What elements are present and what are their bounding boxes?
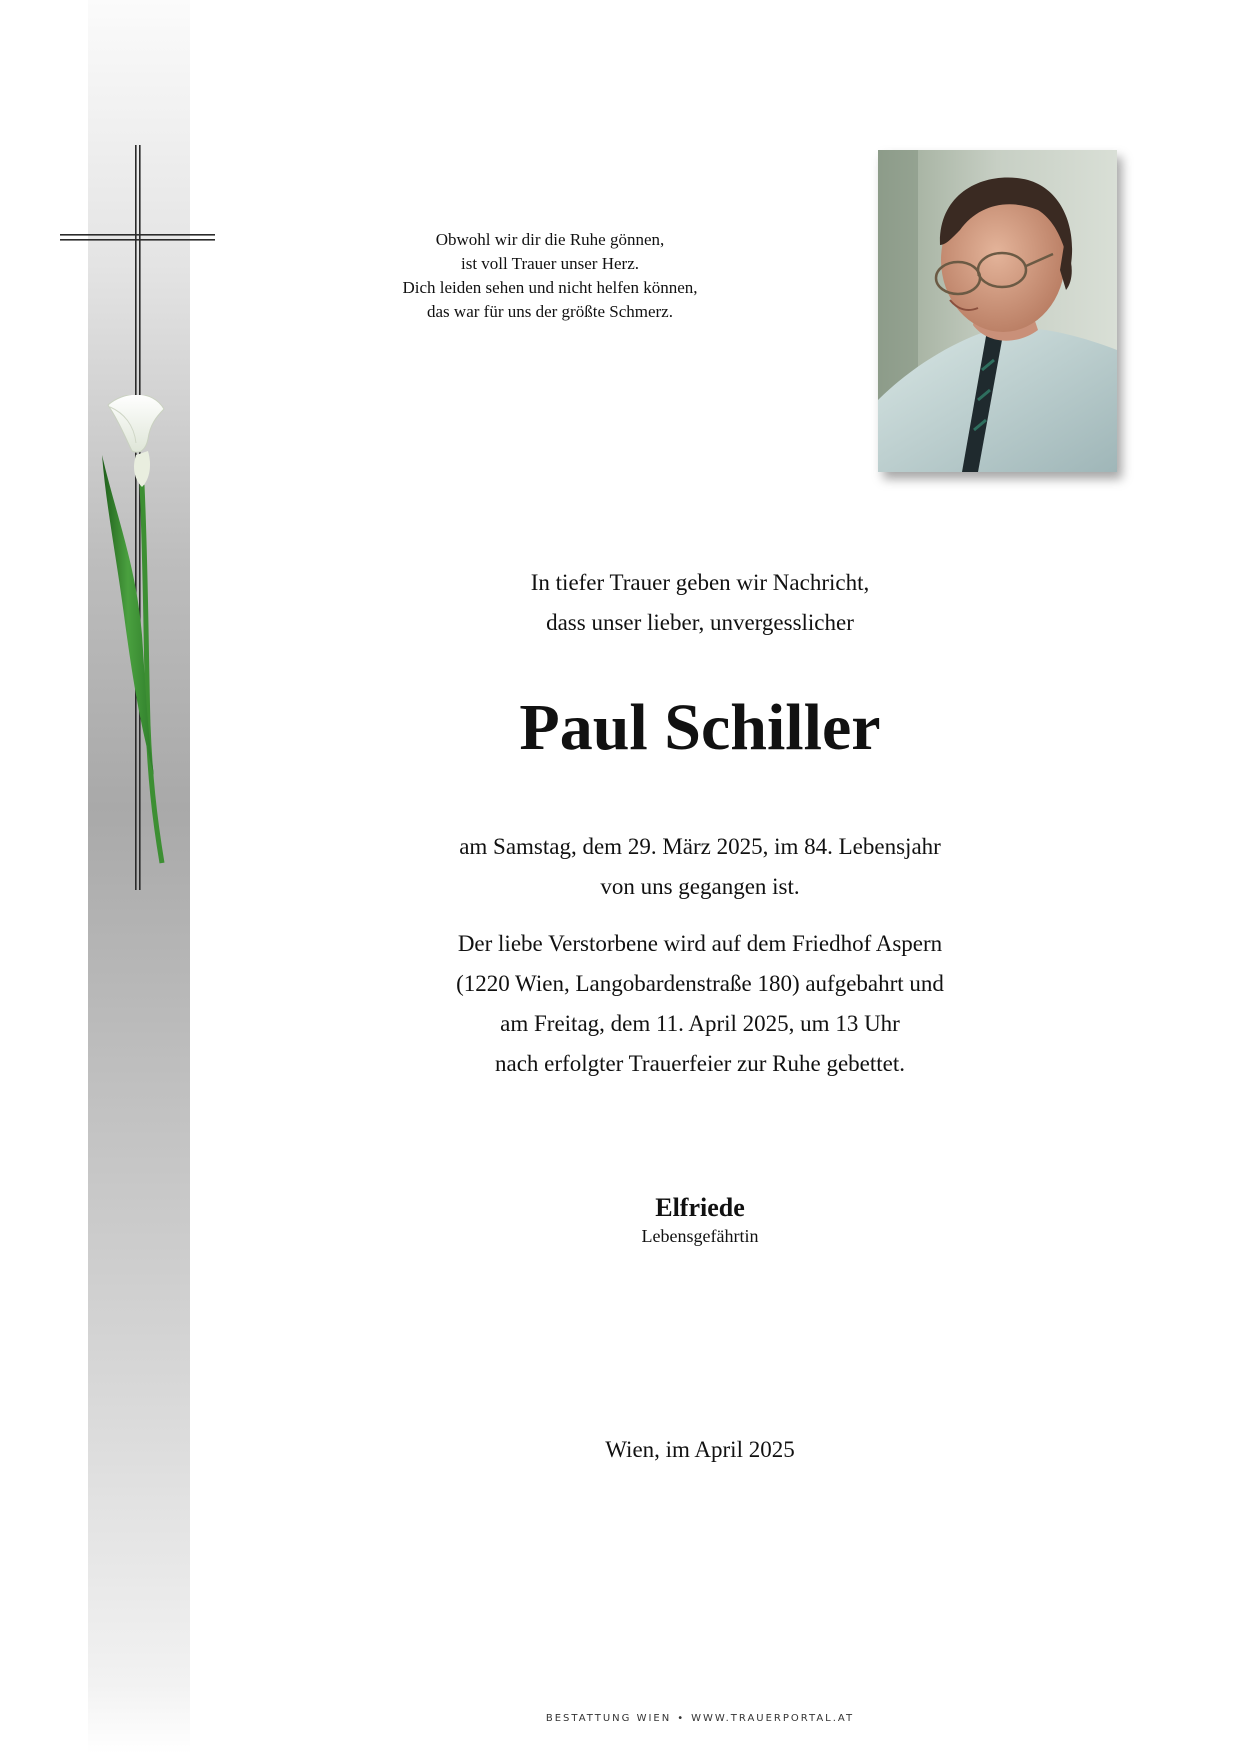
mourner-name: Elfriede (655, 1193, 745, 1222)
funeral-line: am Freitag, dem 11. April 2025, um 13 Uhr (500, 1011, 900, 1036)
poem-line: Dich leiden sehen und nicht helfen können, (402, 278, 698, 297)
footer (400, 1713, 1000, 1724)
intro-line: In tiefer Trauer geben wir Nachricht, (530, 570, 870, 595)
footer-company: BESTATTUNG WIEN (545, 1713, 672, 1724)
poem-line: Obwohl wir dir die Ruhe gönnen, (435, 230, 665, 249)
intro-line: dass unser lieber, unvergesslicher (546, 610, 854, 635)
footer-website-link[interactable]: WWW.TRAUERPORTAL.AT (691, 1713, 855, 1724)
poem-line: ist voll Trauer unser Herz. (460, 254, 639, 273)
memorial-poem (350, 228, 750, 324)
funeral-line: Der liebe Verstorbene wird auf dem Friedhof Aspern (457, 931, 943, 956)
portrait-photo (878, 150, 1117, 472)
funeral-details (380, 827, 1020, 1084)
poem-line: das war für uns der größte Schmerz. (427, 302, 673, 321)
place-and-date: Wien, im April 2025 (605, 1437, 795, 1462)
paragraph-gap (380, 907, 1020, 924)
mourner-relation: Lebensgefährtin (641, 1226, 759, 1246)
footer-separator: • (677, 1713, 686, 1724)
passing-line: am Samstag, dem 29. März 2025, im 84. Lebensjahr (459, 834, 941, 859)
announcement-intro (420, 563, 980, 643)
lily-flower-icon (96, 395, 192, 865)
mourner-block (500, 1192, 900, 1248)
portrait-photo-frame (878, 150, 1117, 472)
funeral-line: nach erfolgter Trauerfeier zur Ruhe gebettet. (495, 1051, 905, 1076)
deceased-name: Paul Schiller (519, 691, 881, 764)
funeral-line: (1220 Wien, Langobardenstraße 180) aufgebahrt und (456, 971, 944, 996)
passing-line: von uns gegangen ist. (600, 874, 800, 899)
